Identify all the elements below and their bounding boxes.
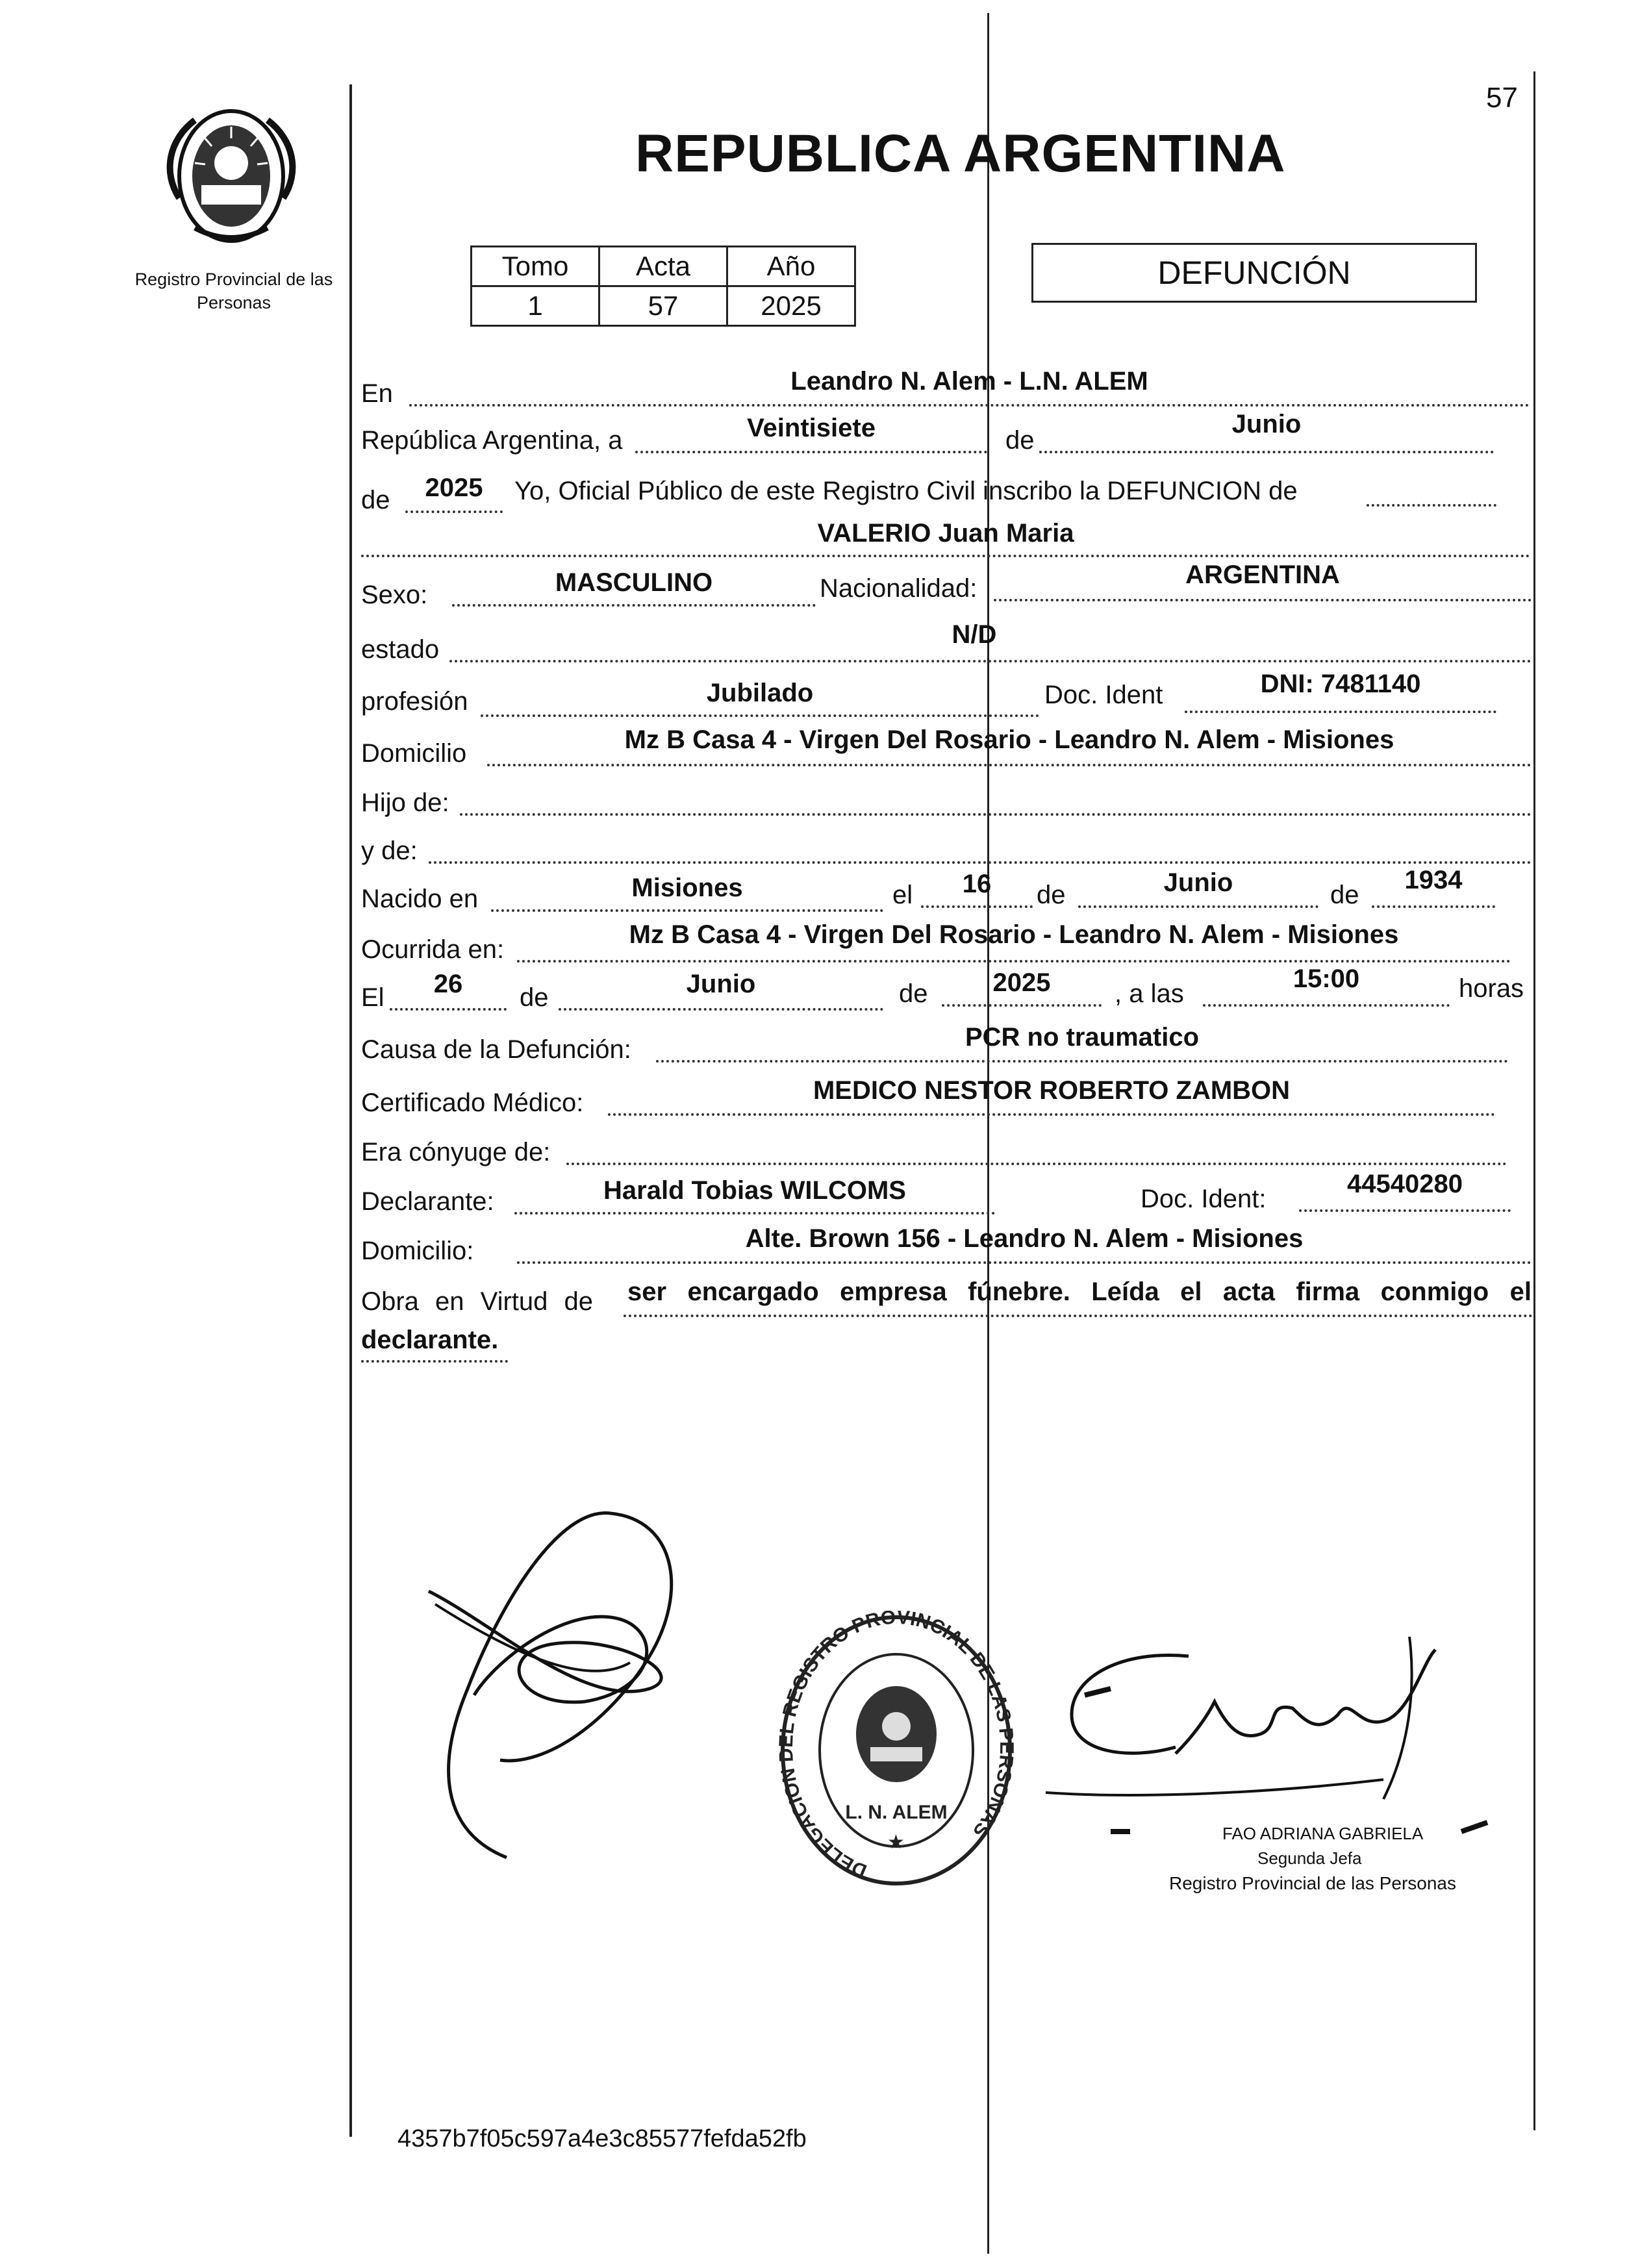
signatory-name: FAO ADRIANA GABRIELA [1222,1824,1424,1843]
death-place-value: Mz B Casa 4 - Virgen Del Rosario - Leandro N. Alem - Misiones [629,920,1399,949]
label-hijo-de: Hijo de: [361,788,449,817]
label-de-birth-year: de [1330,881,1359,909]
address-value: Mz B Casa 4 - Virgen Del Rosario - Leandro N. Alem - Misiones [624,725,1394,754]
label-conyuge: Era cónyuge de: [361,1138,551,1166]
mother-blank [429,826,1532,864]
label-nacido-en: Nacido en [361,885,479,913]
label-a-las: , a las [1115,979,1184,1008]
label-doc-ident-declarant: Doc. Ident: [1141,1185,1267,1213]
year-value: 2025 [425,473,483,502]
yo-tail-blank [1367,469,1496,507]
label-y-de: y de: [361,837,418,865]
label-estado: estado [361,635,440,664]
spouse-blank [566,1128,1507,1165]
label-de-birth-month: de [1037,881,1066,909]
label-de-death-year: de [899,979,928,1008]
page-number: 57 [1486,82,1518,114]
doc-value: DNI: 7481140 [1260,670,1421,698]
document-hash: 4357b7f05c597a4e3c85577fefda52fb [397,2125,807,2152]
svg-text:★: ★ [887,1832,905,1853]
province-emblem-icon [156,101,307,251]
label-declarante: Declarante: [361,1187,494,1216]
label-de-death-month: de [520,983,549,1012]
signatory-agency: Registro Provincial de las Personas [1169,1873,1456,1893]
stamp-center-text: L. N. ALEM [845,1802,948,1823]
cause-value: PCR no traumatico [965,1023,1200,1052]
label-el-cap: El [361,983,385,1012]
officer-signature-icon [1046,1637,1513,1845]
sex-value: MASCULINO [555,568,713,597]
acta-value: 57 [599,286,727,326]
tomo-value: 1 [472,286,599,326]
signatory-role: Segunda Jefa [1257,1848,1362,1868]
ano-header: Año [727,247,855,286]
birth-year-value: 1934 [1404,866,1463,894]
label-domicilio: Domicilio [361,739,467,768]
place-value: Leandro N. Alem - L.N. ALEM [790,367,1148,396]
left-margin-line [349,84,352,2137]
document-title: REPUBLICA ARGENTINA [635,124,1286,183]
label-el: el [892,881,913,909]
right-margin-line [1533,71,1535,2130]
reason-value: ser encargado empresa fúnebre. Leída el acta firma conmigo el [627,1278,1532,1306]
label-de-year: de [361,486,390,514]
ano-value: 2025 [727,286,855,326]
stamp-ring-text: DELEGACION DEL REGISTRO PROVINCIAL DE LAS PERSONAS [775,1611,1018,1882]
doctor-value: MEDICO NESTOR ROBERTO ZAMBON [813,1076,1291,1105]
father-blank [460,778,1532,816]
official-stamp-icon [773,1611,1020,1896]
label-obra: Obra en Virtud de [361,1287,594,1316]
death-month-value: Junio [686,970,756,998]
registry-table [470,246,856,327]
death-year-value: 2025 [992,968,1051,997]
deceased-name: VALERIO Juan Maria [817,519,1074,548]
death-day-value: 26 [433,970,463,998]
label-sexo: Sexo: [361,581,428,609]
yo-statement: Yo, Oficial Público de este Registro Civil inscribo la DEFUNCION de [514,477,1298,505]
acta-header: Acta [599,247,727,286]
label-nacionalidad: Nacionalidad: [820,574,977,603]
profession-value: Jubilado [706,679,814,707]
label-doc-ident: Doc. Ident [1044,681,1163,709]
label-domicilio-declarant: Domicilio: [361,1237,474,1265]
label-causa: Causa de la Defunción: [361,1035,631,1064]
status-value: N/D [952,620,997,649]
declarant-value: Harald Tobias WILCOMS [603,1176,906,1205]
birth-day-value: 16 [962,870,992,898]
birth-place-value: Misiones [631,874,743,902]
declarant-doc-value: 44540280 [1347,1170,1463,1198]
label-ocurrida-en: Ocurrida en: [361,935,505,964]
declarant-signature-icon [416,1494,753,1884]
label-profesion: profesión [361,687,468,716]
tomo-header: Tomo [472,247,599,286]
label-republica: República Argentina, a [361,426,623,455]
label-en: En [361,379,393,408]
month-value: Junio [1231,410,1302,438]
label-certificado: Certificado Médico: [361,1089,584,1117]
agency-name: Registro Provincial de las Personas [134,270,333,312]
day-word-value: Veintisiete [747,414,876,442]
record-type-box: DEFUNCIÓN [1031,243,1477,303]
declarant-address-value: Alte. Brown 156 - Leandro N. Alem - Misiones [745,1224,1304,1253]
label-horas: horas [1459,974,1524,1003]
nationality-value: ARGENTINA [1185,561,1340,589]
label-de-month: de [1005,426,1035,455]
reason-continuation: declarante. [361,1326,499,1354]
death-time-value: 15:00 [1293,964,1360,993]
birth-month-value: Junio [1163,868,1233,897]
